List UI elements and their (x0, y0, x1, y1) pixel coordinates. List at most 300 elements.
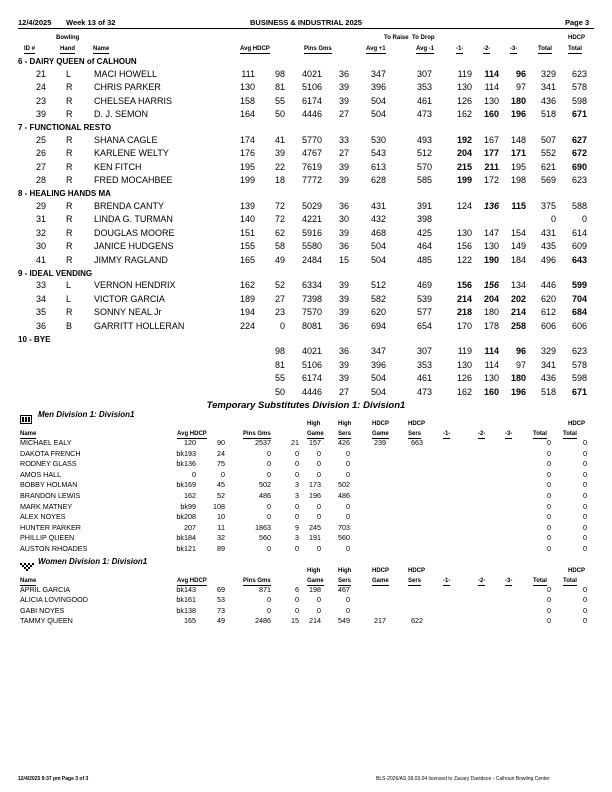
col-g2: -2- (478, 577, 486, 584)
sub-cell-pins: 0 (267, 512, 271, 522)
sub-cell-hdcp: 45 (217, 480, 225, 490)
sub-cell-htotal: 0 (583, 533, 587, 543)
cell-g2: 172 (483, 175, 499, 186)
cell-g2: 167 (483, 134, 499, 145)
sub-cell-hg: 0 (317, 448, 321, 458)
sub-row (0, 544, 612, 554)
cell-g1: 204 (456, 148, 472, 159)
sub-row (0, 491, 612, 501)
cell-name: GARRITT HOLLERAN (94, 321, 185, 331)
cell-total: 0 (550, 214, 556, 225)
col-drop-top: To Drop (412, 35, 435, 41)
subs-title: Temporary Substitutes Division 1: Division1 (206, 400, 406, 411)
sub-cell-pins: 2486 (255, 616, 271, 626)
sub-cell-name: DAKOTA FRENCH (20, 448, 81, 458)
col-name: Name (20, 431, 37, 437)
sub-cell-avg: bk184 (176, 533, 196, 543)
cell-gms: 27 (338, 109, 349, 120)
cell-total: 612 (540, 307, 556, 318)
cell-hdcp: 22 (274, 161, 285, 172)
cell-g3: 97 (515, 82, 526, 93)
cell-id: 35 (35, 307, 46, 318)
sub-cell-hg: 0 (317, 512, 321, 522)
sub-cell-gms: 0 (295, 501, 299, 511)
cell-total: 518 (540, 109, 556, 120)
col-name: Name (93, 46, 110, 52)
cell-drop: 353 (416, 82, 432, 93)
sub-cell-hhg: 239 (374, 438, 386, 447)
cell-id: 29 (35, 200, 46, 211)
team-name: 8 - HEALING HANDS MA (18, 189, 111, 198)
cell-name: D. J. SEMON (94, 109, 149, 120)
sub-row (0, 438, 612, 448)
cell-g2: 204 (483, 293, 499, 304)
cell-gms: 36 (338, 321, 349, 331)
cell-gms: 36 (338, 241, 349, 252)
bowler-row (0, 372, 612, 385)
sub-cell-hdcp: 0 (221, 469, 225, 479)
cell-id: 33 (35, 280, 46, 291)
sub-cell-hdcp: 11 (217, 522, 225, 532)
sub-cell-hs: 0 (346, 512, 350, 522)
cell-name: CHRIS PARKER (94, 82, 161, 93)
cell-gms: 39 (338, 227, 349, 238)
sub-cell-hs: 0 (346, 605, 350, 615)
bowler-row (0, 161, 612, 174)
sub-cell-avg: bk193 (176, 448, 196, 458)
col-hdcp-total-top: HDCP (568, 567, 586, 574)
cell-hdcp: 52 (274, 280, 285, 291)
cell-avg: 199 (239, 175, 255, 186)
sub-cell-total: 0 (547, 459, 551, 469)
header-rule (18, 28, 594, 29)
bowler-row (0, 227, 612, 240)
bowler-row (0, 306, 612, 319)
col-total: Total (533, 431, 547, 437)
col-hdcp-game-bottom: Game (372, 431, 389, 437)
team-name: 7 - FUNCTIONAL RESTO (18, 123, 112, 132)
cell-raise: 396 (370, 82, 386, 93)
cell-g1: 215 (456, 161, 472, 172)
cell-pins: 4446 (301, 109, 322, 120)
cell-raise: 347 (370, 346, 386, 357)
cell-pins: 4221 (301, 214, 322, 225)
sub-cell-name: AMOS HALL (20, 469, 62, 479)
cell-g1: 126 (456, 373, 472, 384)
cell-hdcp: 49 (274, 255, 285, 265)
cell-hand: R (66, 307, 73, 318)
col-high-game-bottom: Game (307, 577, 324, 584)
sub-cell-name: TAMMY QUEEN (20, 616, 73, 626)
cell-id: 36 (35, 321, 46, 331)
sub-row (0, 533, 612, 543)
cell-gms: 39 (338, 293, 349, 304)
col-hdcp-total-bottom: Total (563, 431, 577, 437)
cell-hdcp: 58 (274, 241, 285, 252)
cell-g3: 171 (510, 148, 526, 159)
sub-cell-pins: 0 (267, 459, 271, 469)
sub-cell-gms: 6 (295, 584, 299, 594)
cell-htotal: 671 (571, 387, 587, 397)
cell-htotal: 614 (571, 227, 587, 238)
cell-htotal: 672 (571, 148, 587, 159)
cell-g3: 96 (515, 346, 526, 357)
cell-total: 620 (540, 293, 556, 304)
sub-row (0, 449, 612, 459)
cell-gms: 33 (338, 134, 349, 145)
cell-name: JANICE HUDGENS (94, 241, 174, 252)
col-high-sers-bottom: Sers (338, 577, 352, 584)
cell-g3: 195 (510, 161, 526, 172)
cell-avg: 162 (239, 280, 255, 291)
cell-g1: 170 (456, 321, 472, 331)
cell-name: LINDA G. TURMAN (94, 214, 173, 225)
sub-cell-hg: 157 (309, 438, 321, 447)
col-pins-gms: Pins Gms (243, 431, 271, 437)
sub-cell-htotal: 0 (583, 595, 587, 605)
sub-cell-htotal: 0 (583, 522, 587, 532)
sub-cell-total: 0 (547, 584, 551, 594)
cell-pins: 5770 (301, 134, 322, 145)
cell-avg: 139 (239, 200, 255, 211)
cell-name: VICTOR GARCIA (94, 293, 165, 304)
col-g1: -1- (443, 577, 451, 584)
col-high-game-top: High (307, 567, 321, 574)
cell-total: 435 (540, 241, 556, 252)
cell-g1: 119 (457, 68, 472, 79)
cell-g3: 97 (515, 359, 526, 370)
cell-drop: 485 (416, 255, 432, 265)
cell-g1: 130 (456, 82, 472, 93)
cell-pins: 7570 (301, 307, 322, 318)
col-drop-bottom: Avg -1 (416, 46, 435, 52)
cell-avg: 155 (239, 241, 255, 252)
bowler-row (0, 345, 612, 358)
cell-name: JIMMY RAGLAND (94, 255, 168, 265)
sub-cell-hg: 0 (317, 544, 321, 553)
cell-id: 39 (35, 109, 46, 120)
cell-drop: 493 (416, 134, 432, 145)
col-raise-bottom: Avg +1 (366, 46, 386, 52)
cell-g3: 196 (510, 387, 526, 397)
cell-total: 431 (540, 227, 556, 238)
col-hdcp-sers-bottom: Sers (408, 577, 422, 584)
cell-g2: 114 (484, 82, 499, 93)
footer-timestamp: 12/4/2025 9:37 pm Page 3 of 3 (18, 776, 89, 782)
bowler-row (0, 68, 612, 81)
cell-total: 621 (540, 161, 556, 172)
cell-g3: 214 (510, 307, 526, 318)
cell-hand: R (66, 82, 73, 93)
cell-id: 41 (35, 255, 46, 265)
cell-g1: 156 (456, 241, 472, 252)
cell-total: 507 (540, 134, 556, 145)
cell-hand: R (66, 95, 73, 106)
cell-g1: 192 (456, 134, 472, 145)
sub-cell-hs: 0 (346, 469, 350, 479)
cell-pins: 4767 (301, 148, 322, 159)
sub-cell-hs: 426 (338, 438, 350, 447)
cell-total: 606 (540, 321, 556, 331)
cell-hand: R (66, 148, 73, 159)
cell-hdcp: 55 (274, 95, 285, 106)
sub-cell-name: BOBBY HOLMAN (20, 480, 78, 490)
cell-raise: 620 (370, 307, 386, 318)
cell-hand: L (66, 293, 72, 304)
cell-hand: R (66, 200, 73, 211)
cell-raise: 504 (370, 109, 386, 120)
cell-drop: 398 (416, 214, 432, 225)
week-label: Week 13 of 32 (66, 18, 116, 27)
sub-cell-htotal: 0 (583, 438, 587, 447)
cell-htotal: 690 (571, 161, 587, 172)
cell-g1: 214 (456, 293, 472, 304)
sub-cell-htotal: 0 (583, 448, 587, 458)
cell-g3: 115 (511, 200, 526, 211)
sub-cell-name: PHILLIP QUEEN (20, 533, 75, 543)
cell-avg: 194 (239, 307, 255, 318)
cell-raise: 613 (370, 161, 386, 172)
cell-pins: 5106 (301, 359, 322, 370)
cell-raise: 512 (370, 280, 386, 291)
cell-raise: 530 (370, 134, 386, 145)
cell-drop: 307 (416, 68, 432, 79)
sub-cell-pins: 0 (267, 605, 271, 615)
sub-cell-hdcp: 108 (213, 501, 225, 511)
sub-cell-total: 0 (547, 595, 551, 605)
sub-cell-hg: 245 (309, 522, 321, 532)
cell-drop: 585 (416, 175, 432, 186)
cell-hand: R (66, 214, 73, 225)
sub-cell-pins: 1863 (255, 522, 271, 532)
cell-avg: 195 (239, 161, 255, 172)
cell-hdcp: 81 (274, 82, 285, 93)
sub-cell-avg: bk161 (176, 595, 196, 605)
league-title: BUSINESS & INDUSTRIAL 2025 (250, 18, 362, 27)
cell-hdcp: 72 (274, 214, 285, 225)
cell-hand: R (66, 109, 73, 120)
sub-cell-hg: 0 (317, 595, 321, 605)
col-htotal-bottom: Total (568, 46, 582, 52)
cell-drop: 461 (416, 95, 432, 106)
sub-cell-pins: 871 (259, 584, 271, 594)
cell-pins: 6174 (301, 373, 322, 384)
col-pins-gms: Pins Gms (304, 46, 332, 52)
cell-g3: 202 (510, 293, 526, 304)
col-hdcp-game-bottom: Game (372, 577, 389, 584)
sub-cell-avg: bk138 (176, 605, 196, 615)
cell-raise: 431 (370, 200, 386, 211)
cell-htotal: 606 (571, 321, 587, 331)
cell-drop: 461 (416, 373, 432, 384)
col-g2: -2- (483, 46, 491, 52)
col-hdcp-sers-top: HDCP (408, 567, 426, 574)
cell-g3: 148 (510, 134, 526, 145)
cell-htotal: 704 (571, 293, 587, 304)
cell-hdcp: 98 (274, 346, 285, 357)
cell-drop: 654 (416, 321, 432, 331)
cell-total: 446 (540, 280, 556, 291)
sub-cell-hg: 0 (317, 469, 321, 479)
footer-license: BLS-2026/AS 38.03.04 licensed to Zacary Davidson - Calhoun Bowling Center (376, 776, 550, 782)
report-date: 12/4/2025 (18, 18, 52, 27)
cell-hdcp: 41 (274, 134, 285, 145)
bowler-row (0, 147, 612, 160)
cell-drop: 425 (416, 227, 432, 238)
cell-drop: 353 (416, 359, 432, 370)
bowler-row (0, 81, 612, 94)
sub-cell-name: RODNEY GLASS (20, 459, 77, 469)
sub-cell-htotal: 0 (583, 469, 587, 479)
sub-cell-hdcp: 90 (217, 438, 225, 447)
cell-name: BRENDA CANTY (94, 200, 165, 211)
cell-avg: 174 (239, 134, 255, 145)
sub-row (0, 616, 612, 626)
cell-total: 436 (540, 373, 556, 384)
cell-pins: 7772 (301, 175, 322, 186)
cell-avg: 130 (239, 82, 255, 93)
cell-g1: 162 (456, 109, 472, 120)
sub-cell-total: 0 (547, 501, 551, 511)
cell-drop: 512 (416, 148, 432, 159)
cell-drop: 539 (416, 293, 432, 304)
cell-avg: 224 (239, 321, 255, 331)
sub-cell-avg: bk169 (176, 480, 196, 490)
cell-hand: R (66, 175, 73, 186)
cell-gms: 39 (338, 175, 349, 186)
cell-id: 25 (35, 134, 46, 145)
sub-cell-avg: 0 (192, 469, 196, 479)
sub-row (0, 480, 612, 490)
sub-cell-total: 0 (547, 544, 551, 553)
men-bowler-icon (20, 411, 32, 429)
sub-cell-avg: bk136 (176, 459, 196, 469)
cell-avg: 189 (239, 293, 255, 304)
cell-g2: 160 (483, 387, 499, 397)
sub-cell-htotal: 0 (583, 491, 587, 500)
cell-g3: 96 (515, 68, 526, 79)
sub-cell-avg: bk208 (176, 512, 196, 522)
cell-gms: 30 (338, 214, 349, 225)
cell-id: 31 (35, 214, 46, 225)
cell-g2: 130 (483, 373, 499, 384)
women-division-label: Women Division 1: Division1 (38, 556, 148, 566)
sub-cell-gms: 0 (295, 469, 299, 479)
cell-g1: 119 (457, 346, 472, 357)
bowler-row (0, 174, 612, 187)
cell-g1: 218 (456, 307, 472, 318)
col-hdcp-game-top: HDCP (372, 421, 390, 427)
sub-cell-hs: 0 (346, 544, 350, 553)
sub-cell-hdcp: 73 (217, 605, 225, 615)
cell-pins: 7619 (301, 161, 322, 172)
sub-cell-pins: 0 (267, 501, 271, 511)
sub-cell-total: 0 (547, 480, 551, 490)
cell-htotal: 0 (581, 214, 587, 225)
cell-id: 32 (35, 227, 46, 238)
cell-g2: 178 (483, 321, 499, 331)
sub-cell-name: ALEX NOYES (20, 512, 66, 522)
col-pins-gms: Pins Gms (243, 577, 271, 584)
sub-cell-gms: 0 (295, 448, 299, 458)
cell-raise: 504 (370, 255, 386, 265)
sub-cell-htotal: 0 (583, 584, 587, 594)
cell-raise: 396 (370, 359, 386, 370)
sub-cell-avg: 162 (184, 491, 196, 500)
cell-raise: 694 (370, 321, 386, 331)
team-name: 6 - DAIRY QUEEN of CALHOUN (18, 57, 137, 66)
cell-total: 341 (540, 359, 556, 370)
cell-avg: 165 (239, 255, 255, 265)
cell-drop: 577 (416, 307, 432, 318)
sub-cell-hdcp: 89 (217, 544, 225, 553)
cell-g2: 211 (484, 161, 499, 172)
cell-raise: 504 (370, 373, 386, 384)
cell-name: CHELSEA HARRIS (94, 95, 173, 106)
cell-hdcp: 55 (274, 373, 285, 384)
bowler-row (0, 95, 612, 108)
col-htotal-top: HDCP (568, 35, 586, 41)
cell-name: SHANA CAGLE (94, 134, 158, 145)
sub-cell-hdcp: 69 (217, 584, 225, 594)
cell-g1: 122 (456, 255, 472, 265)
cell-pins: 5916 (301, 227, 322, 238)
cell-htotal: 627 (571, 134, 587, 145)
sub-cell-htotal: 0 (583, 501, 587, 511)
bowler-row (0, 320, 612, 333)
cell-gms: 36 (338, 200, 349, 211)
cell-raise: 543 (370, 148, 386, 159)
sub-cell-htotal: 0 (583, 512, 587, 522)
cell-g2: 114 (484, 346, 499, 357)
cell-g2: 147 (483, 227, 499, 238)
sub-cell-avg: 165 (184, 616, 196, 626)
cell-g3: 196 (510, 109, 526, 120)
sub-cell-htotal: 0 (583, 544, 587, 553)
sub-cell-hs: 549 (338, 616, 350, 626)
bowler-row (0, 254, 612, 267)
sub-cell-hs: 0 (346, 448, 350, 458)
sub-cell-htotal: 0 (583, 480, 587, 490)
cell-g3: 154 (510, 227, 526, 238)
sub-cell-hs: 0 (346, 501, 350, 511)
cell-total: 496 (540, 255, 556, 265)
sub-row (0, 585, 612, 595)
cell-htotal: 623 (571, 346, 587, 357)
cell-gms: 39 (338, 95, 349, 106)
cell-htotal: 578 (571, 82, 587, 93)
cell-hdcp: 62 (274, 227, 285, 238)
cell-g1: 130 (456, 359, 472, 370)
cell-g1: 199 (456, 175, 472, 186)
sub-cell-name: AUSTON RHOADES (20, 544, 88, 553)
sub-cell-gms: 0 (295, 459, 299, 469)
sub-cell-gms: 0 (295, 595, 299, 605)
cell-raise: 347 (370, 68, 386, 79)
cell-drop: 469 (416, 280, 432, 291)
sub-cell-total: 0 (547, 512, 551, 522)
cell-htotal: 623 (571, 68, 587, 79)
women-bowler-icon (20, 558, 34, 576)
sub-cell-total: 0 (547, 522, 551, 532)
cell-total: 341 (540, 82, 556, 93)
cell-g2: 180 (483, 307, 499, 318)
sub-cell-total: 0 (547, 469, 551, 479)
sub-cell-total: 0 (547, 491, 551, 500)
cell-g1: 124 (456, 200, 472, 211)
cell-g1: 156 (456, 280, 472, 291)
cell-raise: 504 (370, 241, 386, 252)
